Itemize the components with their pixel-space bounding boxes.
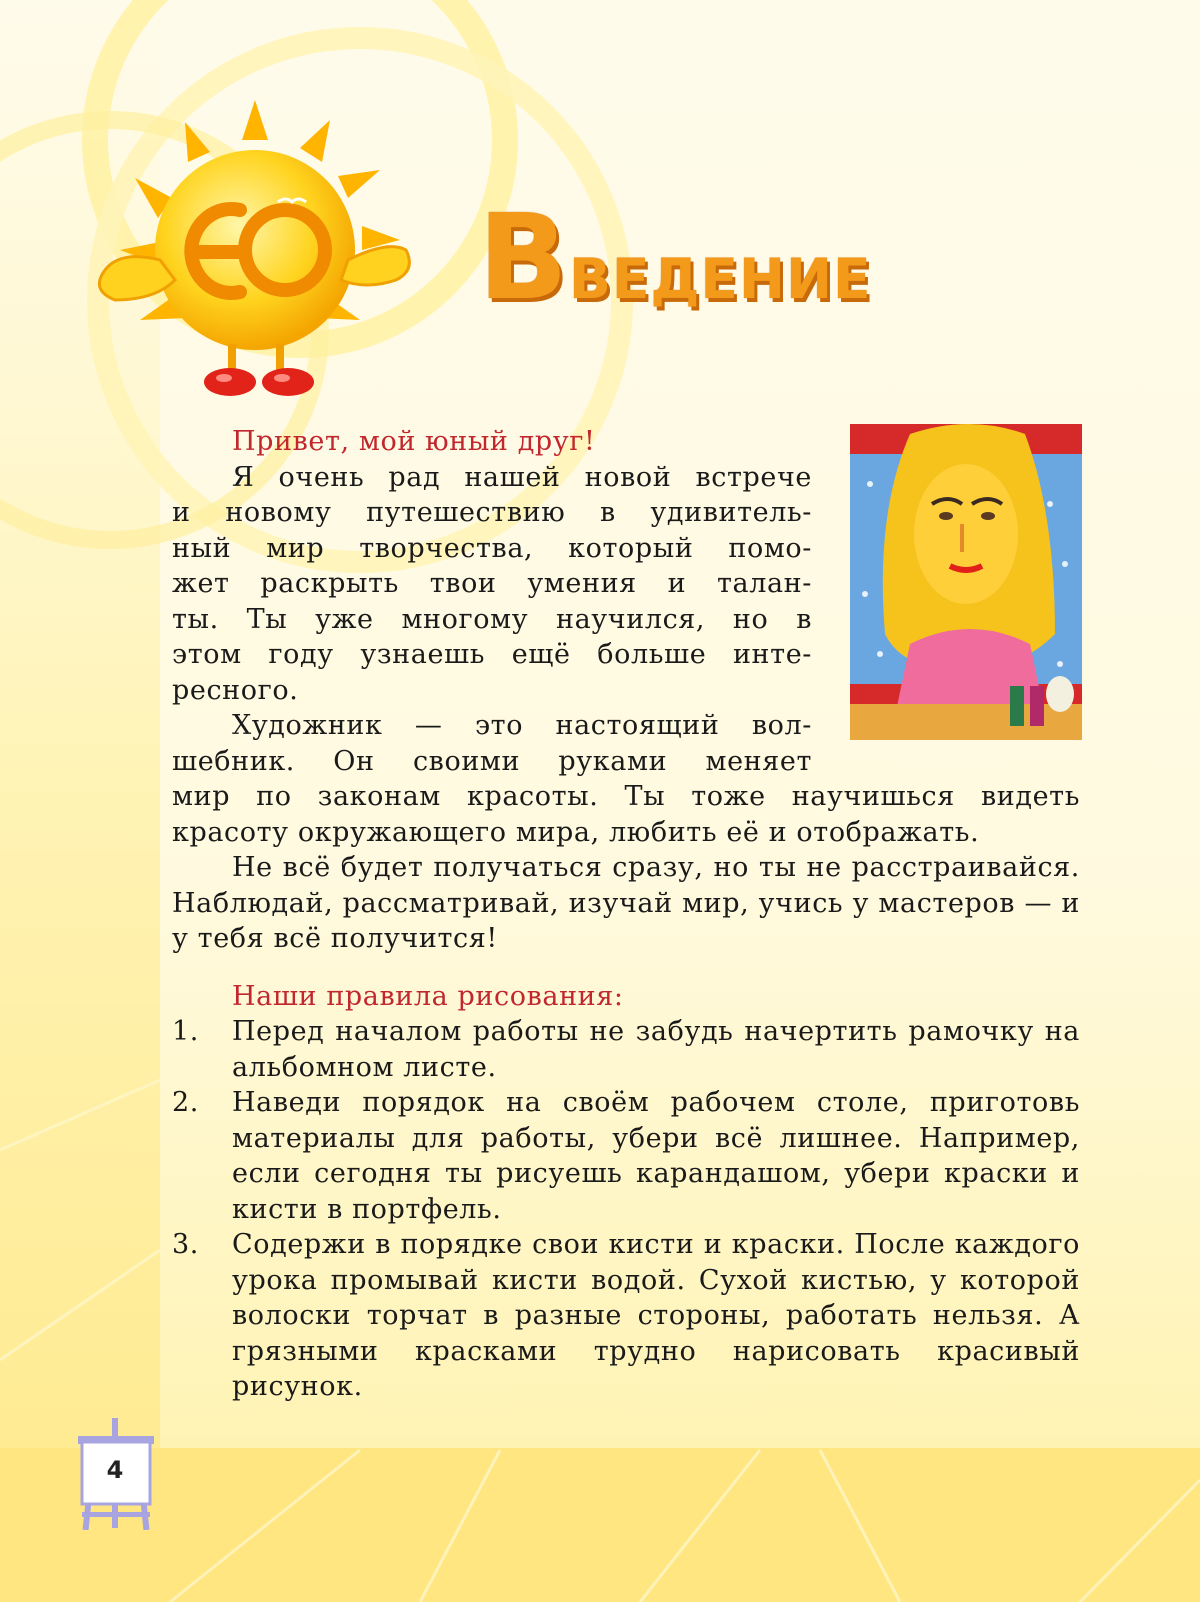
rule-text: Перед началом работы не забудь начертить рамочку на альбомном листе. — [232, 1016, 1080, 1083]
intro-line: жет раскрыть твои умения и талан- — [172, 568, 812, 599]
intro-line: ресного. — [172, 674, 299, 706]
rule-number: 2. — [172, 1087, 199, 1118]
artist-line: шебник. Он своими руками меняет — [172, 745, 812, 777]
sun-mascot-icon — [90, 100, 450, 400]
artist-paragraph — [172, 708, 1080, 850]
rules-heading: Наши правила рисования: — [232, 980, 624, 1012]
title-initial: В — [478, 188, 569, 326]
body-text — [172, 424, 1080, 1405]
intro-paragraph — [172, 460, 1080, 709]
intro-line: ты. Ты уже многому научился, но в — [172, 603, 812, 635]
list-item — [172, 1085, 1080, 1227]
greeting-heading: Привет, мой юный друг! — [232, 426, 596, 457]
list-item — [172, 1014, 1080, 1085]
artist-rest: мир по законам красоты. Ты тоже научишься видеть красоту окружающего мира, любить её и отображать. — [172, 781, 1080, 848]
rule-number: 1. — [172, 1016, 199, 1047]
intro-line: ный мир творчества, который помо- — [172, 532, 812, 564]
page-title — [478, 188, 872, 326]
artist-line: Художник — это настоящий вол- — [232, 710, 812, 741]
encourage-paragraph: Не всё будет получаться сразу, но ты не расстраивайся. Наблюдай, рассматривай, изучай мир, учись у мастеров — и у тебя всё получится! — [172, 852, 1080, 954]
title-rest: ведение — [568, 227, 872, 317]
intro-line: и новому путешествию в удивитель- — [172, 497, 812, 528]
rule-text: Наведи порядок на своём рабочем столе, приготовь материалы для работы, убери всё лишнее. Например, если сегодня ты рисуешь карандашом, убери краски и кисти в портфель. — [232, 1087, 1080, 1225]
page-number: 4 — [106, 1456, 124, 1484]
intro-line: Я очень рад нашей новой встрече — [232, 461, 812, 493]
rules-list — [172, 1014, 1080, 1405]
rule-text: Содержи в порядке свои кисти и краски. После каждого урока промывай кисти водой. Сухой кистью, у которой волоски торчат в разные стороны, работать нельзя. А грязными красками трудно нарисовать красивый рисунок. — [232, 1229, 1080, 1402]
intro-line: этом году узнаешь ещё больше инте- — [172, 639, 812, 670]
rule-number: 3. — [172, 1229, 199, 1260]
list-item — [172, 1227, 1080, 1405]
